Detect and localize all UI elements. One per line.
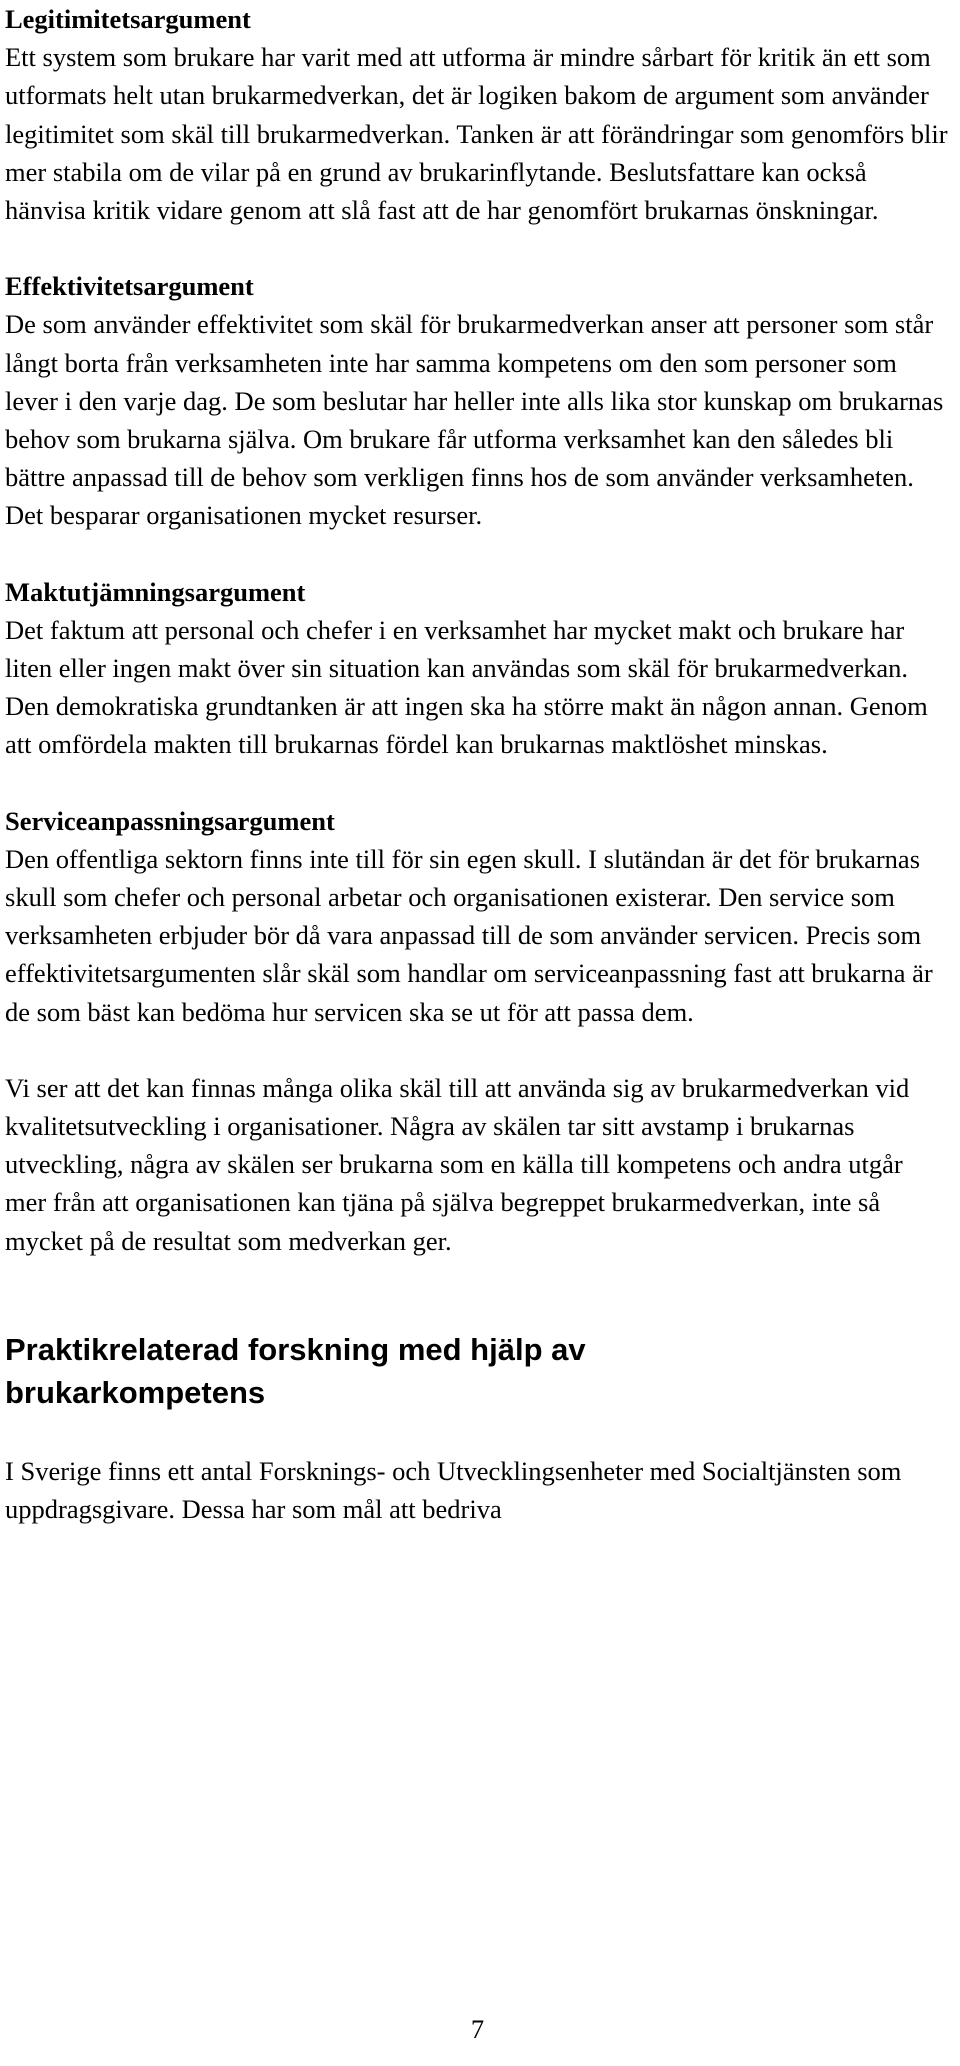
section-paragraph: Det faktum att personal och chefer i en verksamhet har mycket makt och brukare har liten eller ingen makt över sin situation kan användas som skäl för brukarmedverkan. Den demokratiska grundtanken är att ingen ska ha större makt än någon annan. Genom att omfördela makten till brukarnas fördel kan brukarnas maktlöshet minskas.	[5, 614, 928, 760]
summary-paragraph: Vi ser att det kan finnas många olika skäl till att använda sig av brukarmedverkan vid kvalitetsutveckling i organisationer. Några av skälen tar sitt avstamp i brukarnas utveckling, några av skälen ser brukarna som en källa till kompetens och andra utgår mer från att organisationen kan tjäna på själva begreppet brukarmedverkan, inte så mycket på de resultat som medverkan ger.	[5, 1072, 910, 1256]
document-page	[5, 0, 950, 2066]
section-heading: Maktutjämningsargument	[5, 576, 306, 607]
intro-paragraph: I Sverige finns ett antal Forsknings- och Utvecklingsenheter med Socialtjänsten som uppdragsgivare. Dessa har som mål att bedriva	[5, 1455, 902, 1525]
section-serviceanpassning	[5, 802, 950, 1031]
section-heading: Effektivitetsargument	[5, 271, 254, 302]
section-paragraph: Ett system som brukare har varit med att utforma är mindre sårbart för kritik än ett som utformats helt utan brukarmedverkan, det är logiken bakom de argument som använder legitimitet som skäl till brukarmedverkan. Tanken är att förändringar som genomförs blir mer stabila om de vilar på en grund av brukarinflytande. Beslutsfattare kan också hänvisa kritik vidare genom att slå fast att de har genomfört brukarnas önskningar.	[5, 42, 948, 226]
section-maktutjamning	[5, 573, 950, 764]
page-number: 7	[470, 2014, 485, 2044]
section-paragraph: Den offentliga sektorn finns inte till för sin egen skull. I slutändan är det för brukarnas skull som chefer och personal arbetar och organisationen existerar. Den service som verksamheten erbjuder bör då vara anpassad till de som använder servicen. Precis som effektivitetsargumenten slår skäl som handlar om serviceanpassning fast att brukarna är de som bäst kan bedöma hur servicen ska se ut för att passa dem.	[5, 843, 933, 1027]
section-effektivitet	[5, 267, 950, 534]
section-heading: Legitimitetsargument	[5, 4, 251, 34]
section-paragraph: De som använder effektivitet som skäl för brukarmedverkan anser att personer som står långt borta från verksamheten inte har samma kompetens om den som personer som lever i den varje dag. De som beslutar har heller inte alls lika stor kunskap om brukarnas behov som brukarna själva. Om brukare får utforma verksamhet kan den således bli bättre anpassad till de behov som verkligen finns hos de som använder verksamheten. Det besparar organisationen mycket resurser.	[5, 309, 944, 531]
chapter-heading: Praktikrelaterad forskning med hjälp av brukarkompetens	[5, 1331, 586, 1410]
section-heading: Serviceanpassningsargument	[5, 805, 335, 836]
section-legitimitet	[5, 0, 950, 229]
